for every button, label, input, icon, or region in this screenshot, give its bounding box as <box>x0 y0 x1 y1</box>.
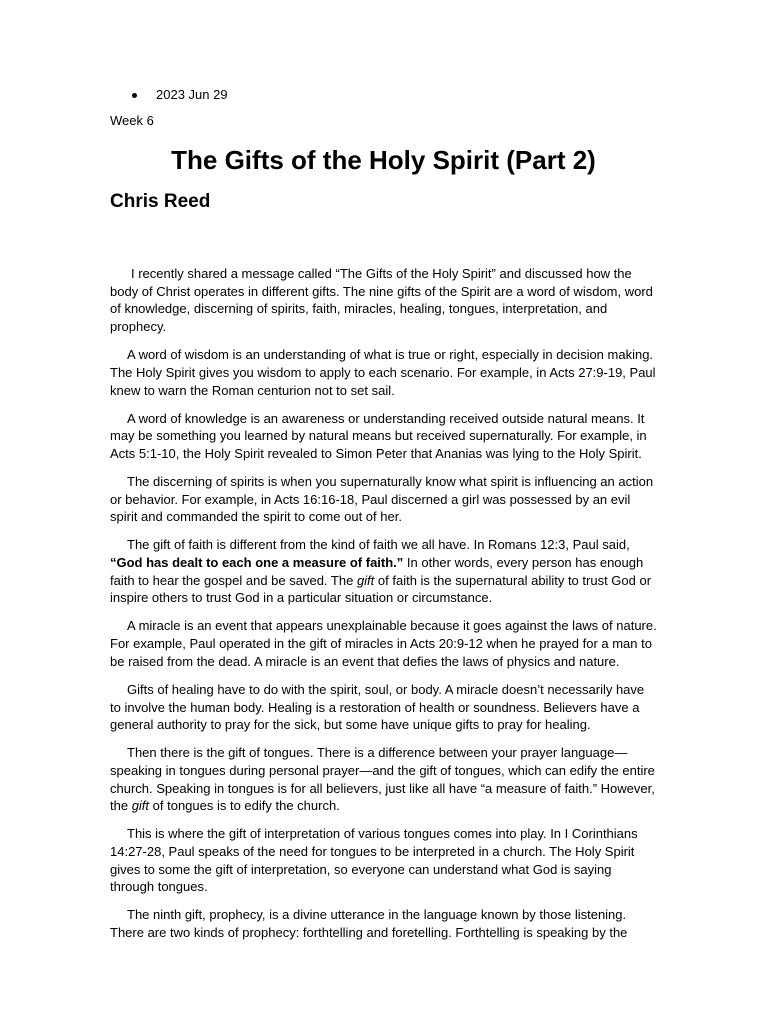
emphasized-word: gift <box>131 798 150 814</box>
date-item <box>110 86 657 104</box>
meta-list <box>110 86 657 104</box>
document-title: The Gifts of the Holy Spirit (Part 2) <box>171 145 596 175</box>
document-content <box>110 86 657 952</box>
author-name: Chris Reed <box>110 191 211 212</box>
paragraph: A word of knowledge is an awareness or understanding received outside natural means. It may be something you learned by natural means but received supernaturally. For example, in Acts 5:1-10, the Holy Spirit revealed to Simon Peter that Ananias was lying to the Holy Spirit. <box>110 410 647 461</box>
post-date: 2023 Jun 29 <box>156 87 228 102</box>
article-body <box>110 265 657 942</box>
paragraph <box>110 536 657 607</box>
paragraph: Gifts of healing have to do with the spirit, soul, or body. A miracle doesn’t necessarily have to involve the human body. Healing is a restoration of health or soundness. Believers have a general authority to pray for the sick, but some have unique gifts to pray for healing. <box>110 681 645 733</box>
paragraph-text: The gift of faith is different from the kind of faith we all have. In Romans 12:3, Paul said, <box>127 537 630 553</box>
paragraph-text: of tongues is to edify the church. <box>149 798 340 814</box>
paragraph: A word of wisdom is an understanding of what is true or right, especially in decision making. The Holy Spirit gives you wisdom to apply to each scenario. For example, in Acts 27:9-19, Paul knew to warn the Roman centurion not to set sail. <box>110 347 656 398</box>
paragraph: The ninth gift, prophecy, is a divine utterance in the language known by those listening. There are two kinds of prophecy: forthtelling and foretelling. Forthtelling is speaking by the <box>110 907 628 941</box>
paragraph: A miracle is an event that appears unexplainable because it goes against the laws of nature. For example, Paul operated in the gift of miracles in Acts 20:9-12 when he prayed for a man to be raised from the dead. A miracle is an event that defies the laws of physics and nature. <box>110 618 657 669</box>
paragraph-text: In other words, every person has enough faith to hear the gospel and be saved. The <box>110 555 644 588</box>
paragraph-text: Then there is the gift of tongues. There is a difference between your prayer language—speaking in tongues during personal prayer—and the gift of tongues, which can edify the entire church. Speaking in tongues is for all believers, just like all have “a measure of faith.” However, the <box>110 745 655 814</box>
paragraph: This is where the gift of interpretation of various tongues comes into play. In I Corinthians 14:27-28, Paul speaks of the need for tongues to be interpreted in a church. The Holy Spirit gives to some the gift of interpretation, so everyone can understand what God is saying through tongues. <box>110 826 638 895</box>
paragraph <box>110 744 657 815</box>
week-label: Week 6 <box>110 113 154 128</box>
paragraph: I recently shared a message called “The Gifts of the Holy Spirit” and discussed how the body of Christ operates in different gifts. The nine gifts of the Spirit are a word of wisdom, word of knowledge, discerning of spirits, faith, miracles, healing, tongues, interpretation, and prophecy. <box>110 266 653 335</box>
emphasized-word: gift <box>356 572 375 588</box>
paragraph: The discerning of spirits is when you supernaturally know what spirit is influencing an action or behavior. For example, in Acts 16:16-18, Paul discerned a girl was possessed by an evil spirit and commanded the spirit to come out of her. <box>110 473 654 525</box>
bullet-icon <box>132 93 137 98</box>
scripture-quote: “God has dealt to each one a measure of faith.” <box>110 555 404 571</box>
paragraph-text: of faith is the supernatural ability to trust God or inspire others to trust God in a particular situation or circumstance. <box>110 572 652 606</box>
